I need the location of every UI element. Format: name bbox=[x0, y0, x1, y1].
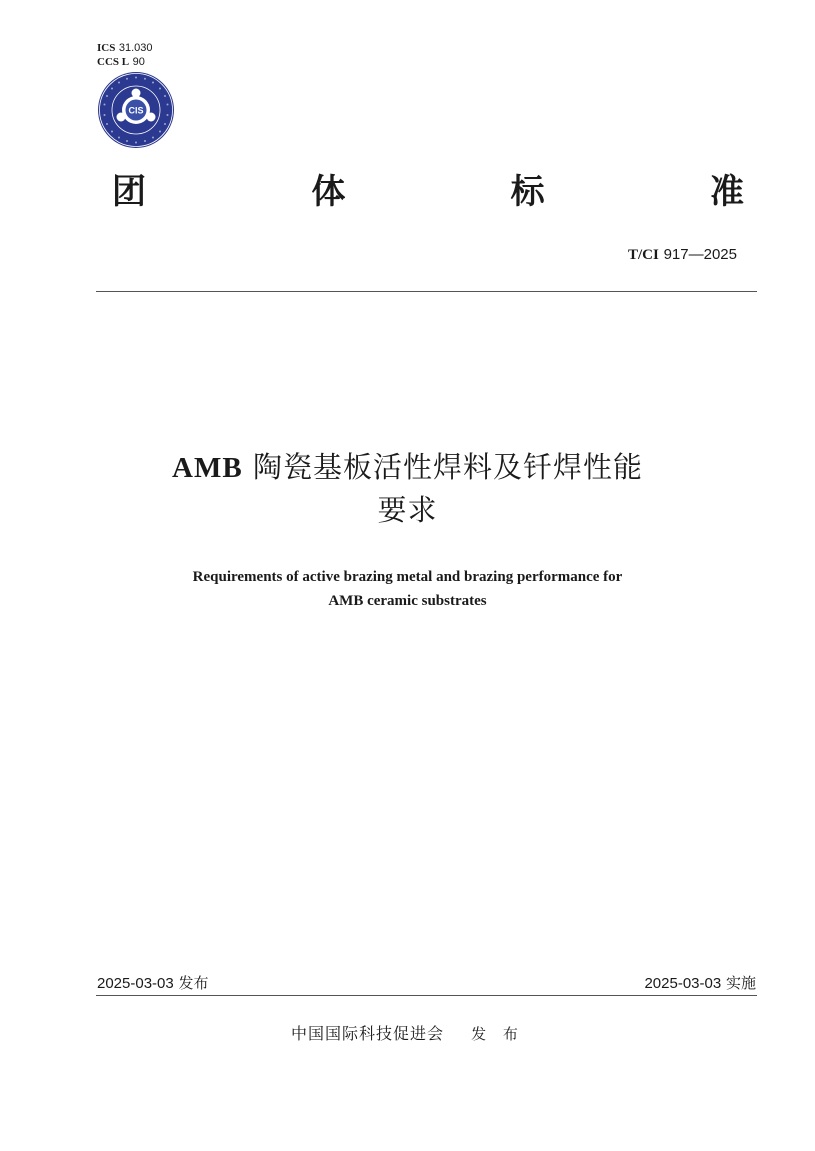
english-title-line2: AMB ceramic substrates bbox=[328, 593, 487, 609]
english-title bbox=[80, 565, 735, 613]
seal-center-text: CIS bbox=[128, 105, 144, 116]
classification-codes bbox=[97, 41, 153, 69]
ccs-label: CCS L bbox=[97, 56, 130, 68]
seal-graphic bbox=[97, 71, 175, 149]
organization-seal-logo bbox=[97, 71, 175, 149]
publisher-org: 中国国际科技促进会 bbox=[291, 1024, 445, 1043]
issue-date-value: 2025-03-03 bbox=[97, 975, 174, 992]
std-type-char-2: 体 bbox=[311, 171, 346, 212]
std-type-char-4: 准 bbox=[709, 171, 744, 212]
publisher-line bbox=[0, 1021, 815, 1044]
implement-date bbox=[644, 972, 756, 993]
chinese-title-line2: 要求 bbox=[377, 493, 438, 527]
header-divider bbox=[96, 291, 757, 292]
ics-value: 31.030 bbox=[118, 42, 153, 54]
standard-type-heading bbox=[112, 166, 744, 210]
chinese-title-line1: 陶瓷基板活性焊料及钎焊性能 bbox=[252, 450, 643, 484]
ics-code bbox=[97, 41, 153, 55]
footer-divider bbox=[96, 995, 757, 996]
std-type-char-3: 标 bbox=[510, 171, 545, 212]
chinese-title-latin: AMB bbox=[172, 452, 243, 484]
english-title-line1: Requirements of active brazing metal and brazing performance for bbox=[192, 569, 623, 585]
issue-date bbox=[97, 972, 209, 993]
ccs-value: 90 bbox=[132, 56, 145, 68]
standard-number-prefix: T/CI bbox=[627, 247, 659, 263]
publisher-action: 发 布 bbox=[471, 1025, 524, 1043]
ics-label: ICS bbox=[97, 42, 116, 54]
issue-date-label: 发布 bbox=[178, 974, 209, 992]
chinese-title bbox=[80, 446, 735, 531]
implement-date-label: 实施 bbox=[725, 974, 756, 992]
standard-number bbox=[628, 245, 737, 264]
std-type-char-1: 团 bbox=[112, 171, 146, 212]
standard-number-code: 917—2025 bbox=[663, 246, 737, 263]
ccs-code bbox=[97, 55, 153, 69]
implement-date-value: 2025-03-03 bbox=[644, 975, 722, 992]
